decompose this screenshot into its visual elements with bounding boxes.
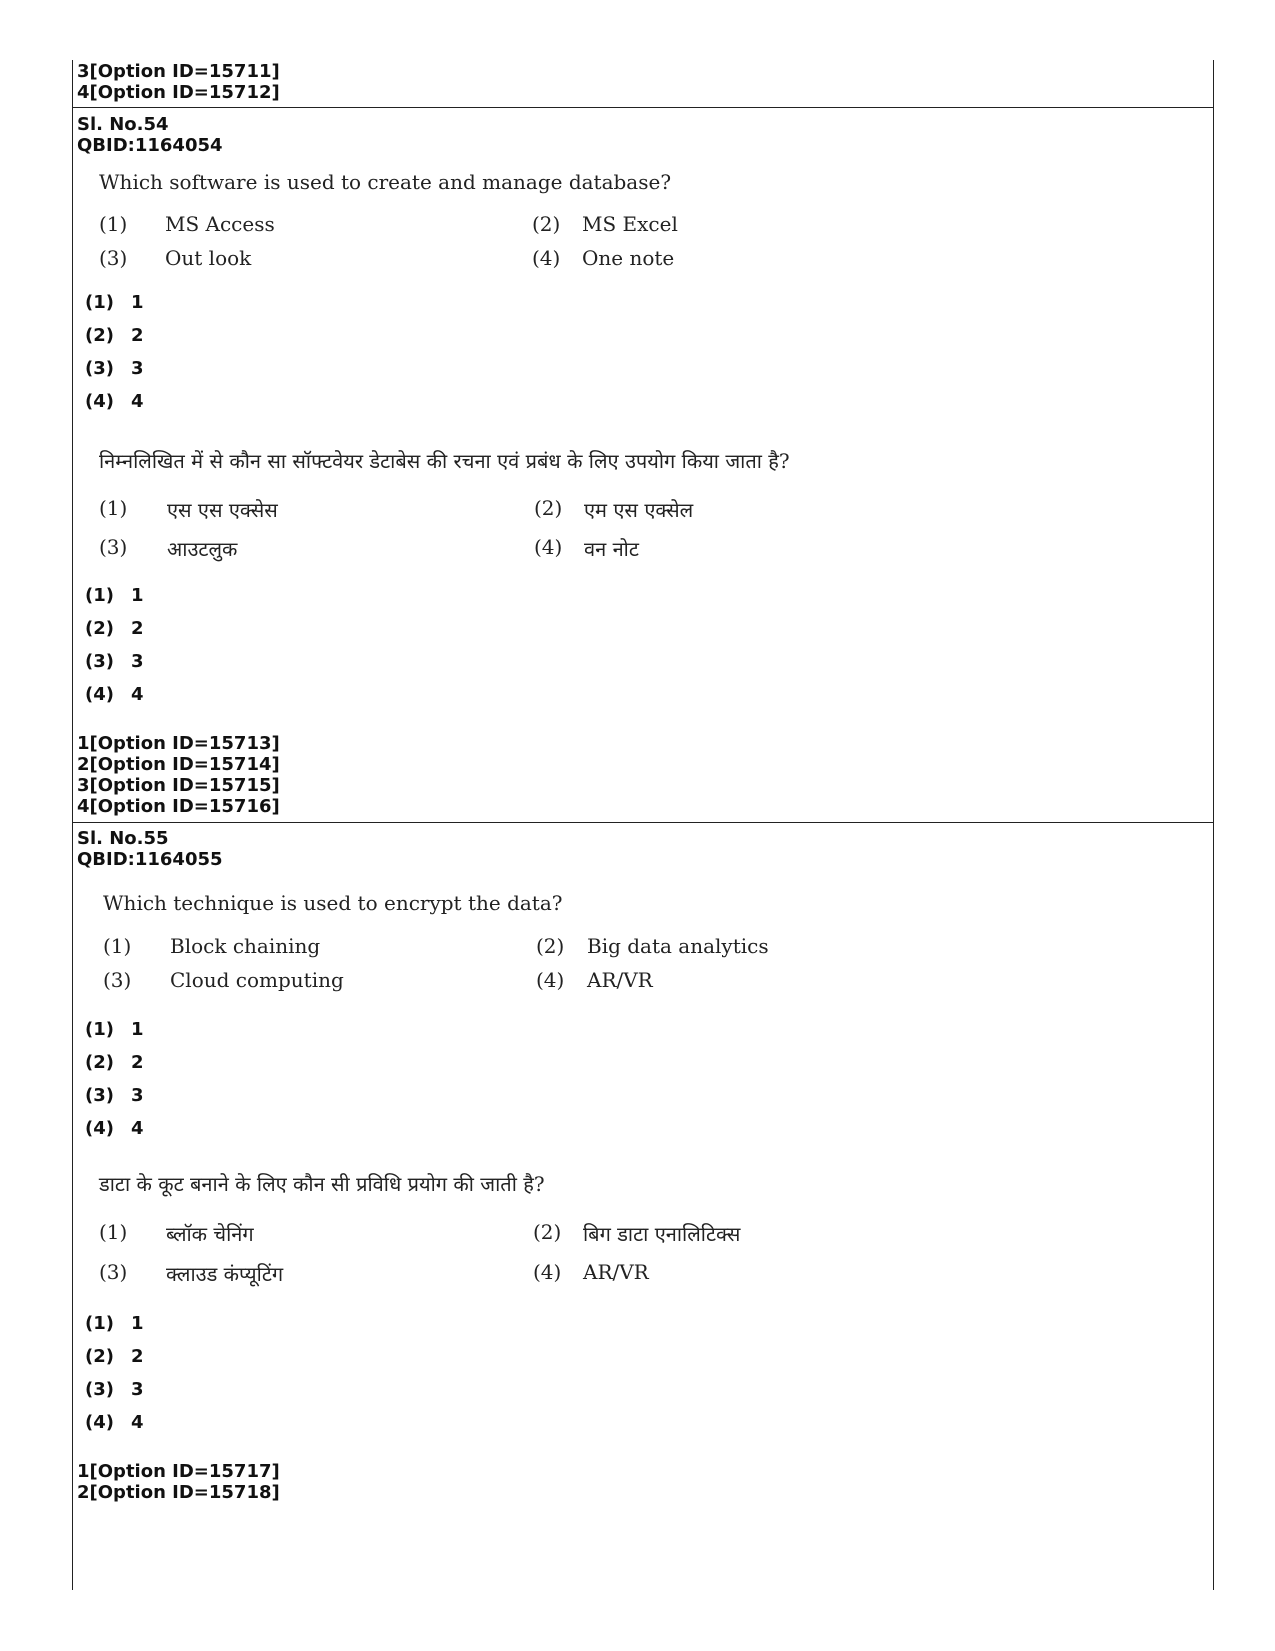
option-number: (1) xyxy=(99,496,128,520)
option-text: एस एस एक्सेस xyxy=(167,498,278,522)
serial-number: Sl. No.54 xyxy=(77,114,169,135)
option-text: Cloud computing xyxy=(170,968,344,992)
option-id-line: 2[Option ID=15718] xyxy=(77,1482,280,1503)
answer-choice: (1) 1 xyxy=(85,1019,144,1040)
option-number: (3) xyxy=(99,1260,128,1284)
option-number: (1) xyxy=(103,934,132,958)
option-number: (4) xyxy=(534,535,563,559)
answer-choice: (4) 4 xyxy=(85,684,144,705)
option-text: Out look xyxy=(165,246,252,270)
answer-choice: (4) 4 xyxy=(85,1118,144,1139)
answer-choice: (3) 3 xyxy=(85,1085,144,1106)
question-text-hindi: डाटा के कूट बनाने के लिए कौन सी प्रविधि प्रयोग की जाती है? xyxy=(99,1172,545,1196)
option-number: (4) xyxy=(533,1260,562,1284)
question-text-hindi: निम्नलिखित में से कौन सा सॉफ्टवेयर डेटाबेस की रचना एवं प्रबंध के लिए उपयोग किया जाता है? xyxy=(99,449,790,473)
answer-choice: (2) 2 xyxy=(85,325,144,346)
option-text: AR/VR xyxy=(583,1260,649,1284)
section-divider xyxy=(73,107,1213,108)
option-id-line: 4[Option ID=15716] xyxy=(77,796,280,817)
option-number: (2) xyxy=(536,934,565,958)
answer-choice: (4) 4 xyxy=(85,391,144,412)
option-number: (2) xyxy=(534,496,563,520)
option-number: (2) xyxy=(533,1220,562,1244)
answer-choice: (3) 3 xyxy=(85,358,144,379)
option-text: MS Access xyxy=(165,212,275,236)
option-id-line: 3[Option ID=15711] xyxy=(77,61,280,82)
question-text-english: Which software is used to create and manage database? xyxy=(99,170,672,194)
option-id-line: 1[Option ID=15717] xyxy=(77,1461,280,1482)
answer-choice: (3) 3 xyxy=(85,1379,144,1400)
answer-choice: (1) 1 xyxy=(85,585,144,606)
option-number: (4) xyxy=(536,968,565,992)
option-text: ब्लॉक चेनिंग xyxy=(166,1222,254,1246)
option-id-line: 1[Option ID=15713] xyxy=(77,733,280,754)
answer-choice: (4) 4 xyxy=(85,1412,144,1433)
option-text: MS Excel xyxy=(582,212,678,236)
option-text: AR/VR xyxy=(587,968,653,992)
answer-choice: (2) 2 xyxy=(85,1346,144,1367)
serial-number: Sl. No.55 xyxy=(77,828,169,849)
qbid: QBID:1164055 xyxy=(77,849,223,870)
option-text: बिग डाटा एनालिटिक्स xyxy=(583,1222,741,1246)
answer-choice: (2) 2 xyxy=(85,618,144,639)
option-number: (2) xyxy=(532,212,561,236)
section-divider xyxy=(73,822,1213,823)
option-number: (4) xyxy=(532,246,561,270)
qbid: QBID:1164054 xyxy=(77,135,223,156)
option-number: (3) xyxy=(99,535,128,559)
answer-choice: (2) 2 xyxy=(85,1052,144,1073)
option-number: (3) xyxy=(103,968,132,992)
option-number: (1) xyxy=(99,1220,128,1244)
option-id-line: 3[Option ID=15715] xyxy=(77,775,280,796)
option-id-line: 2[Option ID=15714] xyxy=(77,754,280,775)
question-text-english: Which technique is used to encrypt the data? xyxy=(103,891,563,915)
option-text: Block chaining xyxy=(170,934,321,958)
option-text: आउटलुक xyxy=(167,537,238,561)
option-text: क्लाउड कंप्यूटिंग xyxy=(166,1262,284,1286)
answer-choice: (1) 1 xyxy=(85,292,144,313)
question-paper-frame xyxy=(72,60,1214,1590)
option-number: (3) xyxy=(99,246,128,270)
option-number: (1) xyxy=(99,212,128,236)
option-text: वन नोट xyxy=(584,537,639,561)
answer-choice: (1) 1 xyxy=(85,1313,144,1334)
option-text: One note xyxy=(582,246,675,270)
option-text: एम एस एक्सेल xyxy=(584,498,694,522)
option-text: Big data analytics xyxy=(587,934,769,958)
option-id-line: 4[Option ID=15712] xyxy=(77,82,280,103)
answer-choice: (3) 3 xyxy=(85,651,144,672)
